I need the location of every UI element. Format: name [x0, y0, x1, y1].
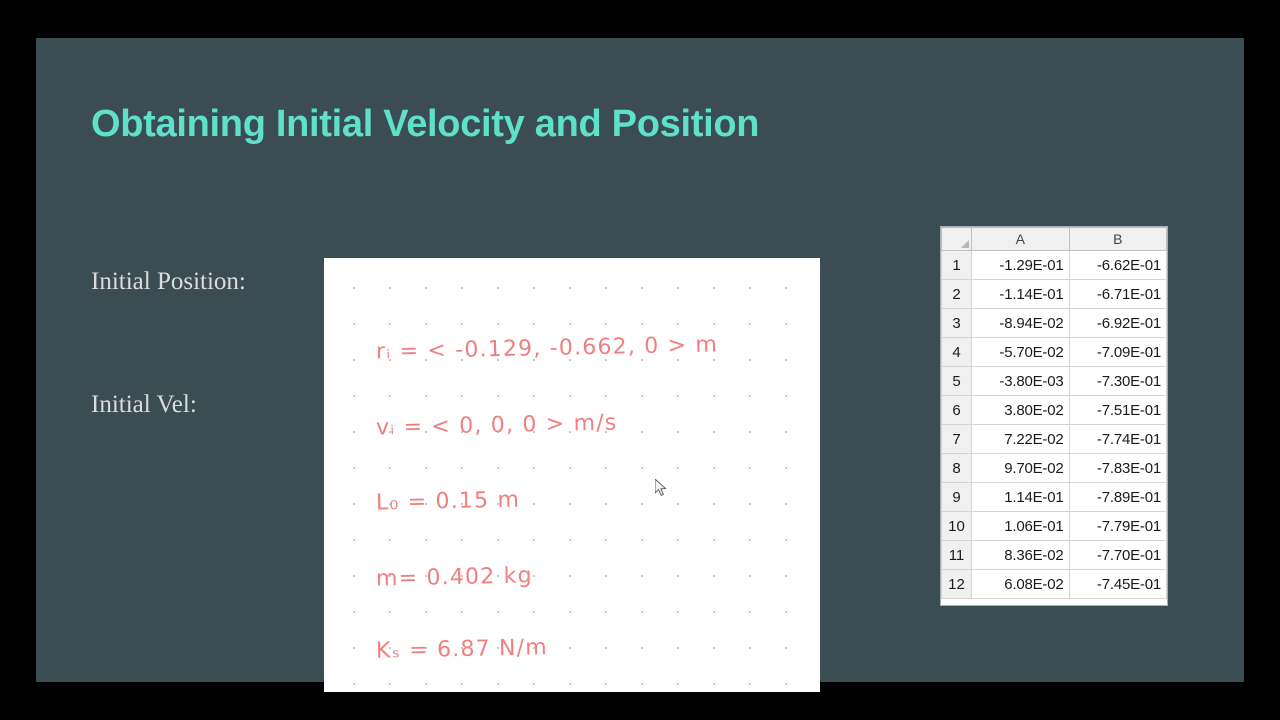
cell-b[interactable]: -7.74E-01	[1069, 425, 1167, 454]
row-header[interactable]: 4	[942, 338, 972, 367]
column-header-a[interactable]: A	[972, 228, 1070, 251]
cell-b[interactable]: -7.83E-01	[1069, 454, 1167, 483]
cell-a[interactable]: -3.80E-03	[972, 367, 1070, 396]
cell-b[interactable]: -7.30E-01	[1069, 367, 1167, 396]
page-title: Obtaining Initial Velocity and Position	[91, 103, 760, 145]
row-header[interactable]: 5	[942, 367, 972, 396]
cell-a[interactable]: 8.36E-02	[972, 541, 1070, 570]
handwritten-line-spring-constant: Kₛ = 6.87 N/m	[375, 635, 549, 664]
cell-a[interactable]: 9.70E-02	[972, 454, 1070, 483]
table-body	[942, 251, 1167, 599]
handwritten-notes-card	[324, 258, 820, 692]
table-row[interactable]	[942, 454, 1167, 483]
table-row[interactable]	[942, 483, 1167, 512]
cell-b[interactable]: -7.70E-01	[1069, 541, 1167, 570]
cell-a[interactable]: -1.14E-01	[972, 280, 1070, 309]
table	[941, 227, 1167, 599]
row-header[interactable]: 11	[942, 541, 972, 570]
mouse-pointer-icon	[655, 479, 667, 497]
initial-position-label: Initial Position:	[91, 268, 246, 295]
table-row[interactable]	[942, 570, 1167, 599]
cell-a[interactable]: -5.70E-02	[972, 338, 1070, 367]
cell-b[interactable]: -7.09E-01	[1069, 338, 1167, 367]
row-header[interactable]: 2	[942, 280, 972, 309]
initial-velocity-label: Initial Vel:	[91, 391, 197, 418]
handwritten-line-mass: m= 0.402 kg	[375, 563, 533, 592]
table-row[interactable]	[942, 309, 1167, 338]
cell-a[interactable]: -8.94E-02	[972, 309, 1070, 338]
row-header[interactable]: 12	[942, 570, 972, 599]
select-all-corner-cell[interactable]	[942, 228, 972, 251]
cell-b[interactable]: -7.51E-01	[1069, 396, 1167, 425]
cell-b[interactable]: -6.62E-01	[1069, 251, 1167, 280]
table-row[interactable]	[942, 338, 1167, 367]
row-header[interactable]: 10	[942, 512, 972, 541]
cell-a[interactable]: 3.80E-02	[972, 396, 1070, 425]
row-header[interactable]: 3	[942, 309, 972, 338]
table-row[interactable]	[942, 541, 1167, 570]
cell-b[interactable]: -7.45E-01	[1069, 570, 1167, 599]
triangle-icon	[961, 240, 969, 248]
row-header[interactable]: 7	[942, 425, 972, 454]
table-row[interactable]	[942, 396, 1167, 425]
row-header[interactable]: 8	[942, 454, 972, 483]
table-row[interactable]	[942, 367, 1167, 396]
row-header[interactable]: 9	[942, 483, 972, 512]
column-header-b[interactable]: B	[1069, 228, 1167, 251]
cell-a[interactable]: 1.14E-01	[972, 483, 1070, 512]
table-row[interactable]	[942, 512, 1167, 541]
handwritten-line-initial-position: rᵢ = < -0.129, -0.662, 0 > m	[375, 332, 719, 365]
row-header[interactable]: 1	[942, 251, 972, 280]
handwritten-line-natural-length: L₀ = 0.15 m	[375, 487, 521, 516]
cell-b[interactable]: -7.89E-01	[1069, 483, 1167, 512]
table-row[interactable]	[942, 280, 1167, 309]
handwritten-line-initial-velocity: vᵢ = < 0, 0, 0 > m/s	[375, 410, 618, 441]
table-row[interactable]	[942, 425, 1167, 454]
cell-a[interactable]: -1.29E-01	[972, 251, 1070, 280]
row-header[interactable]: 6	[942, 396, 972, 425]
table-row[interactable]	[942, 251, 1167, 280]
cell-b[interactable]: -7.79E-01	[1069, 512, 1167, 541]
cell-a[interactable]: 7.22E-02	[972, 425, 1070, 454]
table-header-row	[942, 228, 1167, 251]
cell-b[interactable]: -6.71E-01	[1069, 280, 1167, 309]
cell-a[interactable]: 6.08E-02	[972, 570, 1070, 599]
cell-b[interactable]: -6.92E-01	[1069, 309, 1167, 338]
spreadsheet-data-table[interactable]	[940, 226, 1168, 606]
cell-a[interactable]: 1.06E-01	[972, 512, 1070, 541]
